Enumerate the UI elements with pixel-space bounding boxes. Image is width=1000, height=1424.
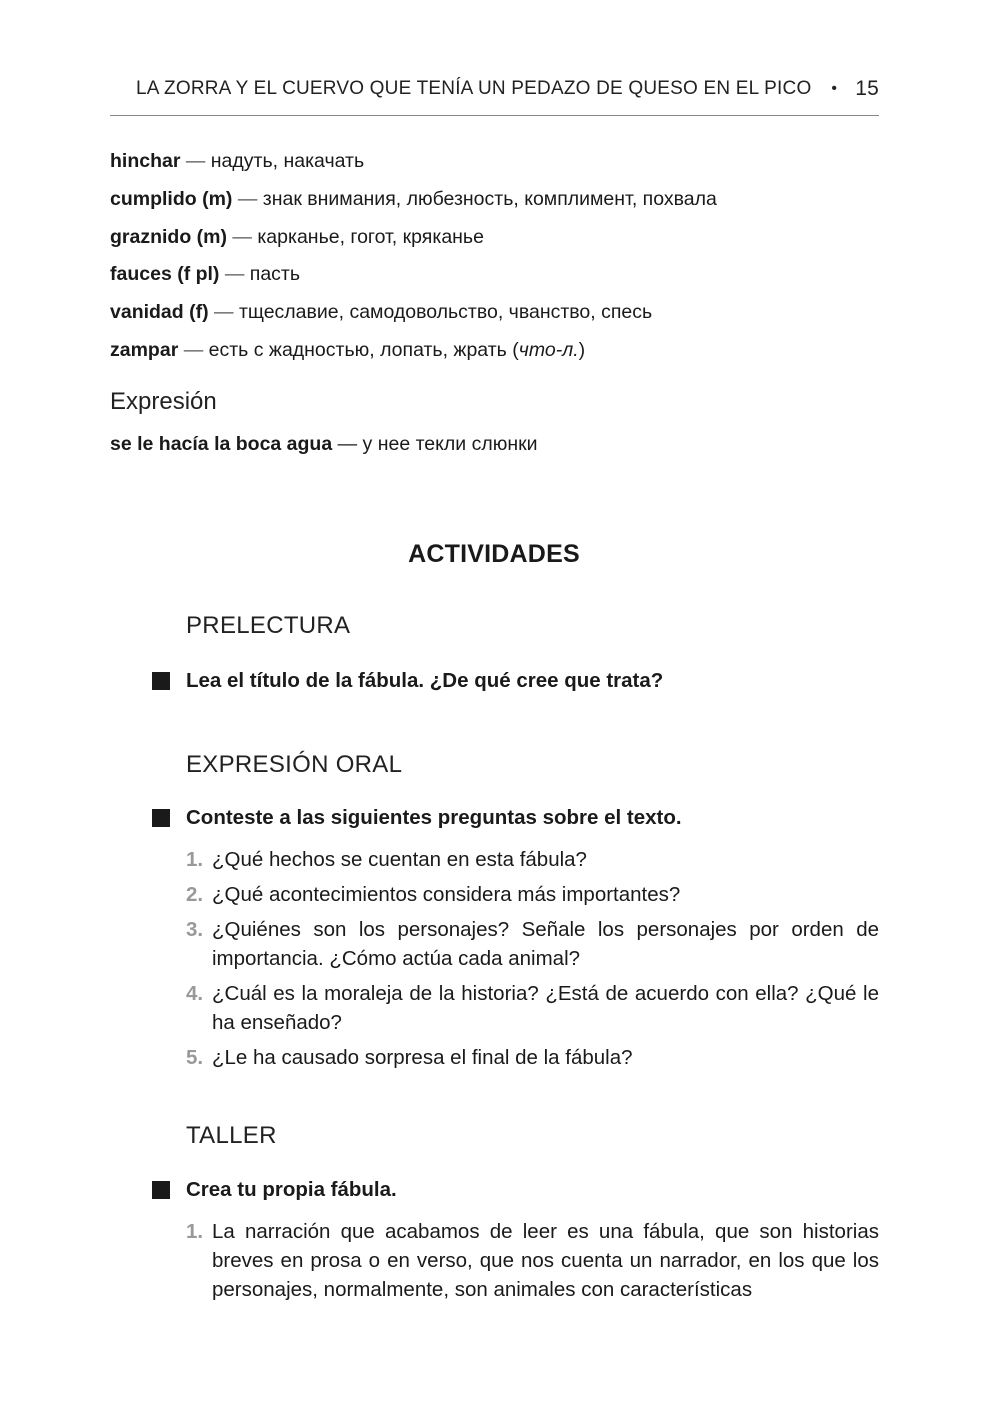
task-text: Lea el título de la fábula. ¿De qué cree que trata? [186, 669, 664, 692]
prelectura-task [152, 669, 663, 693]
running-header [110, 72, 879, 106]
expression-term: se le hacía la boca agua [110, 433, 333, 455]
question-item [186, 979, 879, 1037]
expression-heading: Expresión [110, 388, 217, 415]
prelectura-heading: PRELECTURA [186, 612, 351, 639]
item-text: La narración que acabamos de leer es una fábula, que son historias breves en prosa o en verso, que nos cuenta un narrador, en los que los personajes, normalmente, son animales con características [212, 1220, 879, 1301]
expression-translation: у нее текли слюнки [362, 433, 538, 455]
expresion-oral-heading: EXPRESIÓN ORAL [186, 751, 403, 778]
taller-heading: TALLER [186, 1122, 277, 1149]
vocab-term: cumplido (m) [110, 187, 233, 210]
vocab-entry [110, 181, 880, 219]
question-number: 5. [186, 1046, 204, 1069]
page-number: 15 [855, 77, 879, 100]
item-number: 1. [186, 1220, 204, 1243]
question-text: ¿Cuál es la moraleja de la historia? ¿Está de acuerdo con ella? ¿Qué le ha enseñado? [212, 982, 879, 1034]
vocab-translation: тщеславие, самодовольство, чванство, спесь [238, 301, 653, 324]
vocab-entry [110, 294, 880, 332]
activities-title: ACTIVIDADES [408, 540, 580, 568]
question-item [186, 845, 879, 874]
question-item [186, 915, 879, 973]
black-square-icon [152, 809, 170, 827]
vocab-dash: — [227, 225, 258, 248]
header-bullet: • [831, 80, 838, 97]
vocab-translation: карканье, гогот, кряканье [257, 225, 484, 248]
black-square-icon [152, 1181, 170, 1199]
vocab-note: что-л. [518, 338, 579, 361]
question-text: ¿Qué acontecimientos considera más importantes? [212, 883, 681, 906]
expresion-oral-task [152, 806, 682, 830]
expression-entry [110, 428, 538, 460]
vocab-term: graznido (m) [110, 225, 227, 248]
vocab-entry [110, 219, 880, 257]
vocab-note-close: ) [578, 338, 586, 361]
taller-task [152, 1178, 397, 1202]
question-number: 4. [186, 982, 204, 1005]
vocab-entry [110, 256, 880, 294]
vocab-term: zampar [110, 338, 179, 361]
vocab-term: fauces (f pl) [110, 263, 220, 286]
vocab-entry [110, 332, 880, 370]
vocabulary-list [110, 143, 880, 370]
header-rule [110, 115, 879, 116]
black-square-icon [152, 672, 170, 690]
vocab-dash: — [208, 301, 239, 324]
task-text: Conteste a las siguientes preguntas sobre el texto. [186, 806, 682, 829]
question-number: 1. [186, 848, 204, 871]
question-item [186, 1043, 879, 1072]
vocab-dash: — [219, 263, 250, 286]
vocab-term: hinchar [110, 150, 181, 172]
question-text: ¿Qué hechos se cuentan en esta fábula? [212, 848, 587, 871]
vocab-dash: — [178, 338, 209, 361]
vocab-entry [110, 143, 880, 181]
question-number: 2. [186, 883, 204, 906]
vocab-dash: — [232, 187, 263, 210]
question-text: ¿Le ha causado sorpresa el final de la fábula? [212, 1046, 633, 1069]
vocab-translation: надуть, накачать [210, 150, 365, 172]
vocab-translation: знак внимания, любезность, комплимент, похвала [262, 187, 717, 210]
task-text: Crea tu propia fábula. [186, 1178, 397, 1201]
vocab-translation: есть с жадностью, лопать, жрать ( [208, 338, 519, 361]
question-text: ¿Quiénes son los personajes? Señale los personajes por orden de importancia. ¿Cómo actúa cada animal? [212, 918, 879, 970]
taller-list [186, 1217, 879, 1310]
running-title: LA ZORRA Y EL CUERVO QUE TENÍA UN PEDAZO DE QUESO EN EL PICO [135, 78, 812, 99]
vocab-dash: — [180, 150, 211, 172]
vocab-term: vanidad (f) [110, 301, 209, 324]
vocab-translation: пасть [249, 263, 301, 286]
taller-item [186, 1217, 879, 1304]
question-number: 3. [186, 918, 204, 941]
question-item [186, 880, 879, 909]
expression-dash: — [332, 433, 363, 455]
questions-list [186, 845, 879, 1078]
